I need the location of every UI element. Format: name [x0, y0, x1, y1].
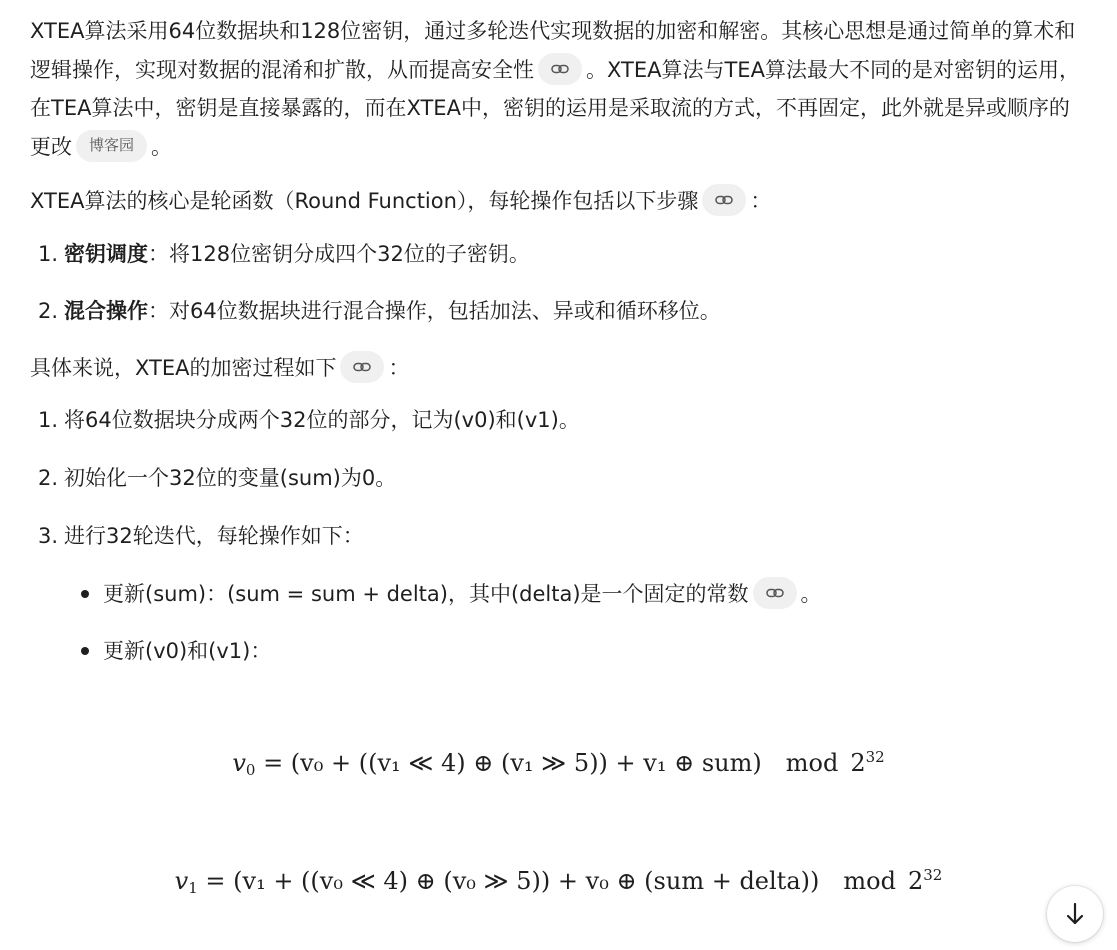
formula-v0	[0, 748, 1117, 779]
round-function-suffix: ：	[750, 189, 772, 213]
formula-v1	[0, 866, 1117, 897]
list-number: 1.	[38, 408, 59, 432]
scroll-to-bottom-button[interactable]	[1047, 886, 1103, 942]
round-bullets-list	[30, 575, 1090, 670]
link-icon	[715, 195, 733, 205]
formula-mod: mod	[843, 867, 896, 895]
encryption-steps-list	[30, 401, 1090, 555]
intro-text-3: 。	[151, 134, 173, 159]
list-number: 3.	[38, 524, 59, 548]
step-text: ：对64位数据块进行混合操作，包括加法、异或和循环移位。	[148, 298, 721, 323]
intro-text-2: 。XTEA算法与TEA算法最大不同的是对密钥的运用，在TEA算法中，密钥是直接暴露的，而在XTEA中，密钥的运用是采取流的方式，不再固定，此外就是异或顺序的更改	[30, 57, 1080, 159]
bullet-item	[30, 575, 1090, 613]
link-icon	[766, 588, 784, 598]
bullet-item	[30, 632, 1090, 670]
formula-lhs-sub: 1	[188, 879, 198, 897]
citation-link-chip[interactable]	[753, 577, 797, 609]
citation-link-chip[interactable]	[702, 184, 746, 216]
process-paragraph	[30, 349, 1090, 388]
list-item	[30, 401, 1090, 439]
list-number: 2.	[38, 298, 59, 323]
list-item	[30, 235, 1090, 273]
arrow-down-icon	[1065, 902, 1085, 926]
bullet-text: 更新(v0)和(v1)：	[103, 639, 272, 663]
formula-body: = (v₁ + ((v₀ ≪ 4) ⊕ (v₀ ≫ 5)) + v₀ ⊕ (sum + delta))	[205, 867, 820, 895]
formula-exp: 32	[923, 866, 943, 884]
answer-content	[30, 12, 1090, 689]
formula-base: 2	[907, 867, 924, 895]
formula-exp: 32	[865, 748, 885, 766]
list-item	[30, 517, 1090, 555]
formula-lhs-var: v	[174, 867, 189, 895]
link-icon	[551, 64, 569, 74]
list-number: 2.	[38, 466, 59, 490]
step-text: 将64位数据块分成两个32位的部分，记为(v0)和(v1)。	[64, 408, 580, 432]
step-text: ：将128位密钥分成四个32位的子密钥。	[148, 241, 530, 266]
list-item	[30, 292, 1090, 330]
round-function-text: XTEA算法的核心是轮函数（Round Function），每轮操作包括以下步骤	[30, 189, 699, 213]
formula-body: = (v₀ + ((v₁ ≪ 4) ⊕ (v₁ ≫ 5)) + v₁ ⊕ sum)	[263, 749, 762, 777]
step-text: 初始化一个32位的变量(sum)为0。	[64, 466, 397, 490]
source-chip-cnblogs[interactable]: 博客园	[76, 130, 147, 162]
step-title: 混合操作	[64, 298, 149, 323]
step-text: 进行32轮迭代，每轮操作如下：	[64, 524, 364, 548]
bullet-suffix: 。	[800, 582, 822, 606]
formula-mod: mod	[785, 749, 839, 777]
citation-link-chip[interactable]	[538, 53, 582, 85]
formula-base: 2	[850, 749, 866, 777]
citation-link-chip[interactable]	[340, 351, 384, 383]
bullet-text: 更新(sum)：(sum = sum + delta)，其中(delta)是一个固定的常数	[103, 582, 749, 606]
intro-paragraph	[30, 12, 1090, 166]
formula-lhs-var: v	[232, 749, 246, 777]
process-text: 具体来说，XTEA的加密过程如下	[30, 355, 337, 380]
round-steps-list	[30, 235, 1090, 330]
link-icon	[353, 362, 371, 372]
intro-text-1: XTEA算法采用64位数据块和128位密钥，通过多轮迭代实现数据的加密和解密。其核心思想是通过简单的算术和逻辑操作，实现对数据的混淆和扩散，从而提高安全性	[30, 19, 1076, 82]
step-title: 密钥调度	[64, 241, 149, 266]
round-function-paragraph	[30, 182, 1090, 221]
formula-lhs-sub: 0	[245, 761, 256, 779]
process-suffix: ：	[388, 355, 410, 380]
list-item	[30, 459, 1090, 497]
list-number: 1.	[38, 241, 59, 266]
